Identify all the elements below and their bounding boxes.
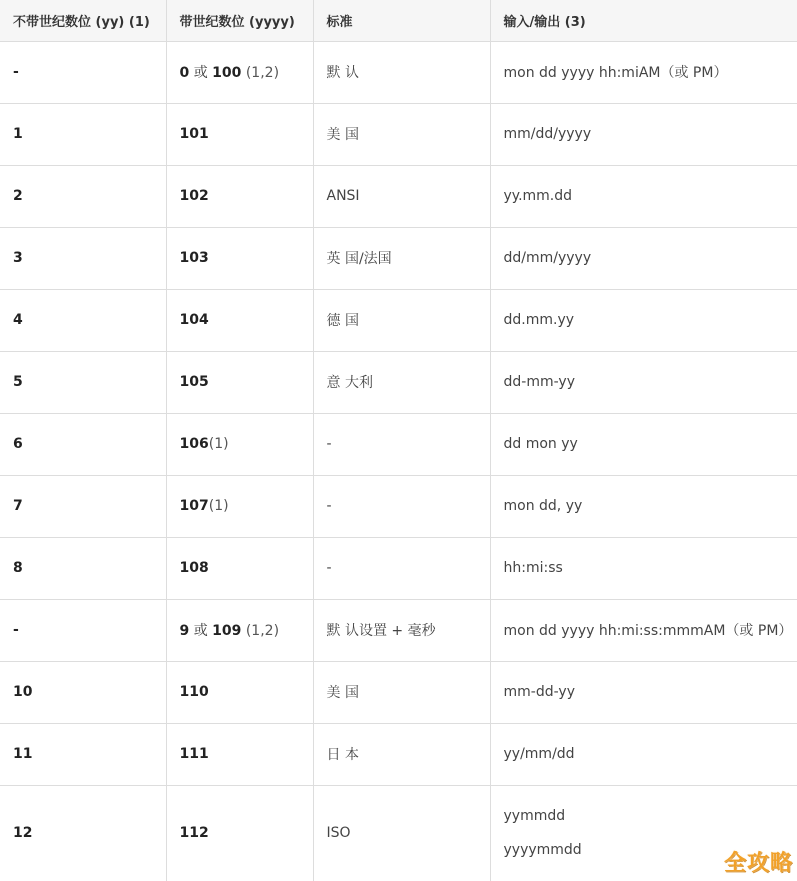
cell-standard: 默 认	[313, 41, 490, 103]
header-standard: 标准	[313, 0, 490, 41]
format-pattern: mm/dd/yyyy	[503, 126, 592, 142]
style-code: 102	[179, 188, 209, 204]
cell-with-century	[166, 41, 313, 103]
table-row	[0, 103, 797, 165]
style-code-note: (1,2)	[241, 623, 280, 639]
table-row	[0, 41, 797, 103]
style-code-alt: 109	[212, 623, 242, 639]
table-row	[0, 227, 797, 289]
table-row	[0, 785, 797, 881]
header-no-century: 不带世纪数位 (yy) (1)	[0, 0, 166, 41]
style-code: 111	[179, 746, 209, 762]
format-pattern: mon dd yyyy hh:miAM（或 PM）	[503, 65, 728, 81]
cell-no-century: 11	[0, 723, 166, 785]
format-pattern: mm-dd-yy	[503, 684, 575, 700]
style-code: 107	[179, 498, 209, 514]
cell-no-century: 4	[0, 289, 166, 351]
format-pattern: mon dd yyyy hh:mi:ss:mmmAM（或 PM）	[503, 623, 793, 639]
style-code: 103	[179, 250, 209, 266]
style-code: 9	[179, 623, 190, 639]
cell-with-century	[166, 227, 313, 289]
cell-standard: 美 国	[313, 103, 490, 165]
format-pattern: dd/mm/yyyy	[503, 250, 592, 266]
style-code-note: (1)	[208, 436, 229, 452]
table-row	[0, 165, 797, 227]
cell-input-output	[490, 413, 797, 475]
format-pattern: yyyymmdd	[503, 842, 582, 859]
style-code: 108	[179, 560, 209, 576]
cell-no-century: 2	[0, 165, 166, 227]
cell-no-century: 6	[0, 413, 166, 475]
format-pattern: yymmdd	[503, 808, 566, 825]
header-input-output: 输入/输出 (3)	[490, 0, 797, 41]
style-code-alt: 100	[212, 65, 242, 81]
table-row	[0, 351, 797, 413]
watermark-logo: 全攻略	[723, 851, 793, 876]
style-code: 105	[179, 374, 209, 390]
cell-with-century	[166, 537, 313, 599]
cell-input-output	[490, 661, 797, 723]
cell-with-century	[166, 599, 313, 661]
cell-no-century: 7	[0, 475, 166, 537]
table-header	[0, 0, 797, 41]
cell-with-century	[166, 413, 313, 475]
cell-input-output	[490, 165, 797, 227]
cell-standard: 意 大利	[313, 351, 490, 413]
style-code: 106	[179, 436, 209, 452]
cell-with-century	[166, 289, 313, 351]
format-pattern: yy/mm/dd	[503, 746, 575, 762]
cell-standard: 默 认设置 + 毫秒	[313, 599, 490, 661]
cell-input-output	[490, 227, 797, 289]
cell-input-output	[490, 599, 797, 661]
format-pattern: dd-mm-yy	[503, 374, 575, 390]
style-code: 104	[179, 312, 209, 328]
cell-standard: -	[313, 413, 490, 475]
cell-standard: 德 国	[313, 289, 490, 351]
cell-with-century	[166, 351, 313, 413]
cell-standard: -	[313, 537, 490, 599]
header-with-century: 带世纪数位 (yyyy)	[166, 0, 313, 41]
cell-no-century: -	[0, 599, 166, 661]
cell-no-century: 3	[0, 227, 166, 289]
cell-standard: -	[313, 475, 490, 537]
cell-with-century	[166, 785, 313, 881]
style-code: 112	[179, 825, 209, 842]
format-pattern: yy.mm.dd	[503, 188, 573, 204]
cell-standard: 英 国/法国	[313, 227, 490, 289]
format-pattern: dd.mm.yy	[503, 312, 575, 328]
table-row	[0, 413, 797, 475]
cell-with-century	[166, 165, 313, 227]
cell-no-century: 8	[0, 537, 166, 599]
format-pattern: hh:mi:ss	[503, 560, 563, 576]
table-row	[0, 723, 797, 785]
table-row	[0, 599, 797, 661]
cell-with-century	[166, 723, 313, 785]
style-code-note: (1,2)	[241, 65, 280, 81]
format-pattern: dd mon yy	[503, 436, 578, 452]
style-code: 0	[179, 65, 190, 81]
cell-standard: 美 国	[313, 661, 490, 723]
table-row	[0, 475, 797, 537]
table-row	[0, 661, 797, 723]
table-row	[0, 537, 797, 599]
cell-no-century: 5	[0, 351, 166, 413]
style-code: 110	[179, 684, 209, 700]
cell-input-output	[490, 723, 797, 785]
cell-with-century	[166, 103, 313, 165]
table-body	[0, 41, 797, 881]
cell-input-output	[490, 289, 797, 351]
style-code-separator: 或	[189, 623, 213, 639]
cell-no-century: -	[0, 41, 166, 103]
header-row	[0, 0, 797, 41]
cell-standard: ANSI	[313, 165, 490, 227]
cell-standard: 日 本	[313, 723, 490, 785]
style-code: 101	[179, 126, 209, 142]
cell-no-century: 1	[0, 103, 166, 165]
cell-input-output	[490, 41, 797, 103]
cell-input-output	[490, 537, 797, 599]
cell-no-century: 10	[0, 661, 166, 723]
cell-with-century	[166, 661, 313, 723]
cell-input-output	[490, 103, 797, 165]
cell-standard: ISO	[313, 785, 490, 881]
format-pattern: mon dd, yy	[503, 498, 583, 514]
cell-with-century	[166, 475, 313, 537]
cell-no-century: 12	[0, 785, 166, 881]
style-code-separator: 或	[189, 65, 213, 81]
table-row	[0, 289, 797, 351]
cell-input-output	[490, 351, 797, 413]
cell-input-output	[490, 475, 797, 537]
style-code-note: (1)	[208, 498, 229, 514]
